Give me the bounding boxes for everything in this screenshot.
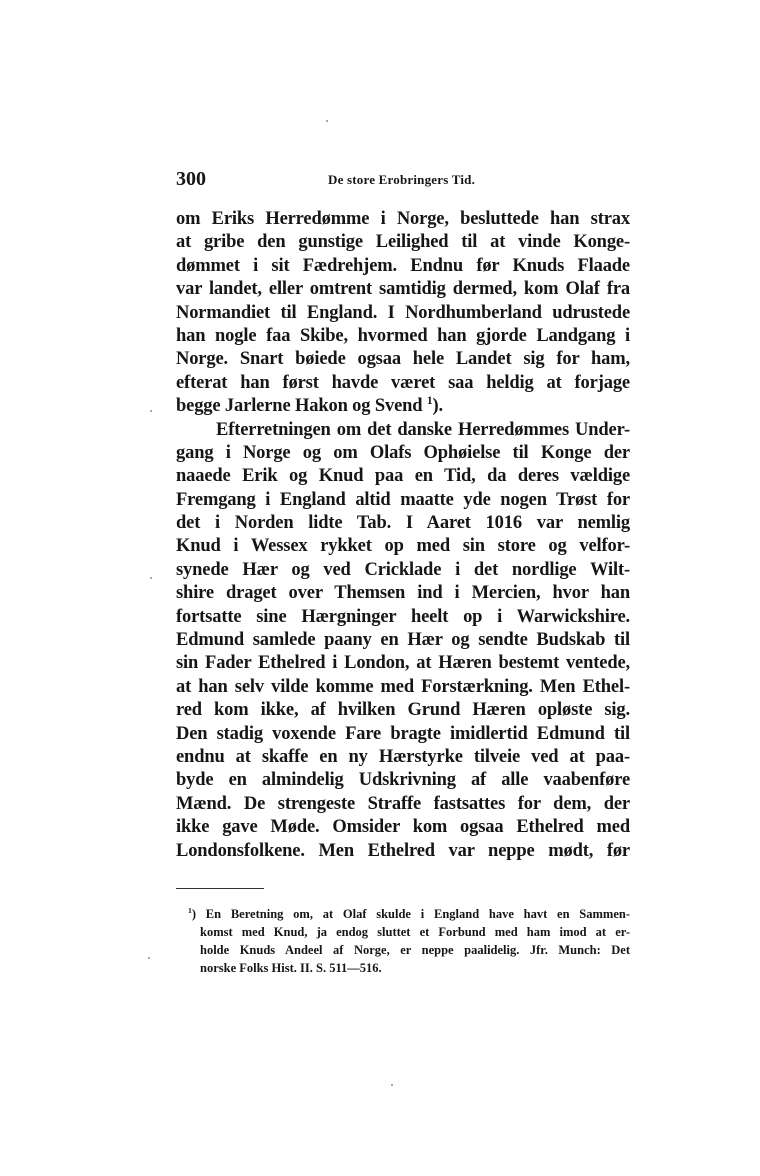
body-text bbox=[176, 208, 630, 863]
text-line: det i Norden lidte Tab. I Aaret 1016 var nemlig bbox=[176, 513, 630, 534]
text-line: Edmund samlede paany en Hær og sendte Budskab til bbox=[176, 630, 630, 651]
paper-speck bbox=[391, 1084, 393, 1086]
text-line: shire draget over Themsen ind i Mercien, hvor han bbox=[176, 583, 630, 604]
text-line: at han selv vilde komme med Forstærkning. Men Ethel- bbox=[176, 676, 630, 697]
text-line: Normandiet til England. I Nordhumberland udrustede bbox=[176, 302, 630, 323]
footnote-line: komst med Knud, ja endog sluttet et Forbund med ham imod at er- bbox=[200, 925, 630, 939]
text-line: byde en almindelig Udskrivning af alle vaabenføre bbox=[176, 770, 630, 791]
footnote-line: holde Knuds Andeel af Norge, er neppe paalidelig. Jfr. Munch: Det bbox=[200, 943, 630, 957]
footnote-divider bbox=[176, 888, 264, 889]
footnote-line: norske Folks Hist. II. S. 511—516. bbox=[200, 961, 382, 975]
text-line-content: begge Jarlerne Hakon og Svend bbox=[176, 396, 423, 417]
paper-speck bbox=[150, 577, 152, 579]
footnote-reference-close: ). bbox=[432, 396, 444, 417]
text-line: Knud i Wessex rykket op med sin store og velfor- bbox=[176, 536, 630, 557]
footnote-reference[interactable]: 1 bbox=[426, 394, 433, 407]
text-line: sin Fader Ethelred i London, at Hæren bestemt ventede, bbox=[176, 653, 630, 674]
text-line: Mænd. De strengeste Straffe fastsattes for dem, der bbox=[176, 793, 630, 814]
paper-speck bbox=[150, 410, 152, 412]
page-number: 300 bbox=[176, 168, 206, 190]
text-line: dømmet i sit Fædrehjem. Endnu før Knuds Flaade bbox=[176, 255, 630, 276]
text-line: om Eriks Herredømme i Norge, besluttede han strax bbox=[176, 209, 630, 229]
paper-speck bbox=[148, 957, 150, 959]
text-line: naaede Erik og Knud paa en Tid, da deres vældige bbox=[176, 466, 630, 487]
text-line: Den stadig voxende Fare bragte imidlertid Edmund til bbox=[176, 723, 630, 744]
text-line: var landet, eller omtrent samtidig dermed, kom Olaf fra bbox=[176, 279, 630, 300]
text-line: gang i Norge og om Olafs Ophøielse til Konge der bbox=[176, 442, 630, 463]
text-line: fortsatte sine Hærgninger heelt op i Warwickshire. bbox=[176, 606, 630, 627]
page-header bbox=[176, 168, 630, 192]
text-line bbox=[176, 395, 630, 418]
text-line: endnu at skaffe en ny Hærstyrke tilveie ved at paa- bbox=[176, 746, 630, 767]
footnote-marker: 1 bbox=[188, 905, 192, 915]
text-line: Norge. Snart bøiede ogsaa hele Landet sig for ham, bbox=[176, 349, 630, 370]
text-line: Fremgang i England altid maatte yde nogen Trøst for bbox=[176, 489, 630, 510]
text-line: ikke gave Møde. Omsider kom ogsaa Ethelred med bbox=[176, 817, 630, 838]
text-line: efterat han først havde været saa heldig at forjage bbox=[176, 372, 630, 393]
text-line: synede Hær og ved Cricklade i det nordlige Wilt- bbox=[176, 559, 630, 580]
text-line: at gribe den gunstige Leilighed til at vinde Konge- bbox=[176, 232, 630, 253]
text-line: red kom ikke, af hvilken Grund Hæren opløste sig. bbox=[176, 700, 630, 721]
footnote bbox=[188, 905, 630, 977]
footnote-line bbox=[188, 905, 630, 923]
text-line: Efterretningen om det danske Herredømmes Under- bbox=[216, 419, 630, 440]
paper-speck bbox=[326, 120, 328, 122]
text-line: han nogle faa Skibe, hvormed han gjorde Landgang i bbox=[176, 325, 630, 346]
text-line: Londonsfolkene. Men Ethelred var neppe mødt, før bbox=[176, 840, 630, 861]
running-title: De store Erobringers Tid. bbox=[328, 172, 476, 187]
footnote-line-content: ) En Beretning om, at Olaf skulde i England have havt en Sammen- bbox=[191, 907, 630, 921]
